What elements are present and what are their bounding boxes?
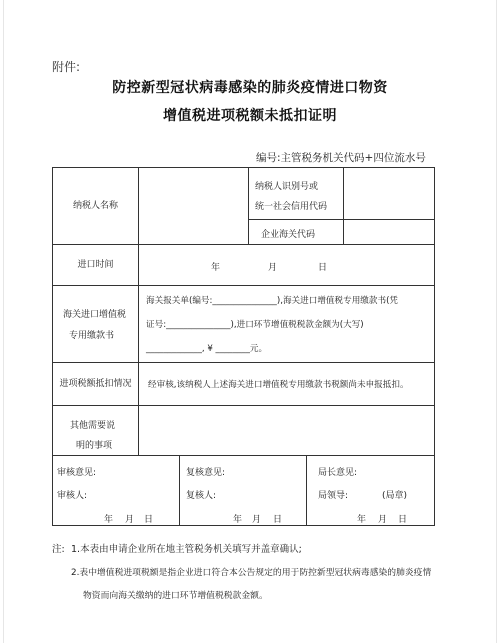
row-divider-2 [52,285,435,286]
customs-vat-text-line3: _____________, ¥ ________元。 [146,344,268,354]
other-matters-label-line1: 其他需要说 [70,421,116,431]
recheck-date-year: 年 [233,515,243,525]
bureau-seal-label: (局章) [382,491,408,501]
director-leader-label: 局领导: [318,491,349,501]
customs-vat-label-line2: 专用缴款书 [69,331,115,341]
customs-vat-label-line1: 海关进口增值税 [63,310,127,320]
other-matters-label-line2: 明的事项 [76,441,113,451]
recheck-date-day: 日 [273,515,283,525]
recheck-date-month: 月 [252,515,262,525]
notes-prefix: 注: [52,544,65,555]
col-divider-id-left [248,167,249,244]
taxpayer-id-label-line1: 纳税人识别号或 [255,182,319,192]
attachment-label: 附件: [52,60,81,74]
other-matters-value[interactable] [139,406,434,455]
import-time-day: 日 [318,263,328,273]
reviewer-label: 审核人: [57,491,88,501]
customs-code-label: 企业海关代码 [261,230,316,240]
director-date-day: 日 [398,515,408,525]
review-date-day: 日 [144,515,154,525]
note-2-line1: 2.表中增值税进项税额是指企业进口符合本公告规定的用于防控新型冠状病毒感染的肺炎疫情 [71,568,432,578]
customs-code-value[interactable] [344,220,434,244]
row-divider-5 [52,455,435,456]
taxpayer-id-value[interactable] [344,168,434,219]
deduction-status-text: 经审核,该纳税人上述海关进口增值税专用缴款书税额尚未申报抵扣。 [148,380,409,390]
serial-number-label: 编号:主管税务机关代码+四位流水号 [256,152,426,164]
director-date-month: 月 [378,515,388,525]
rechecker-label: 复核人: [186,491,217,501]
customs-vat-text-line2: 证号:_______________),进口环节增值税税款金额为(大写) [146,320,364,330]
director-opinion-label: 局长意见: [318,468,358,478]
taxpayer-name-label: 纳税人名称 [72,200,118,211]
col-divider-sign-1 [179,455,180,526]
document-title-line1: 防控新型冠状病毒感染的肺炎疫情进口物资 [112,80,388,96]
customs-vat-text-line1: 海关报关单(编号:_______________),海关进口增值税专用缴款书(凭 [146,296,399,306]
taxpayer-id-label-line2: 统一社会信用代码 [255,202,328,212]
review-date-month: 月 [125,515,135,525]
document-title-line2: 增值税进项税额未抵扣证明 [163,108,337,124]
review-date-year: 年 [104,515,114,525]
import-time-month: 月 [268,263,278,273]
recheck-opinion-label: 复核意见: [186,468,226,478]
note-1: 1.本表由申请企业所在地主管税务机关填写并盖章确认; [71,544,302,555]
review-opinion-label: 审核意见: [57,468,97,478]
import-time-year: 年 [211,263,221,273]
table-border-bottom [52,525,435,526]
taxpayer-name-value[interactable] [139,168,248,244]
director-date-year: 年 [357,515,367,525]
deduction-status-label: 进项税额抵扣情况 [59,378,132,389]
import-time-label: 进口时间 [77,259,114,270]
col-divider-sign-2 [306,455,307,526]
note-2-line2: 物资而向海关缴纳的进口环节增值税税款金额。 [83,591,268,601]
table-border-right [434,167,435,526]
